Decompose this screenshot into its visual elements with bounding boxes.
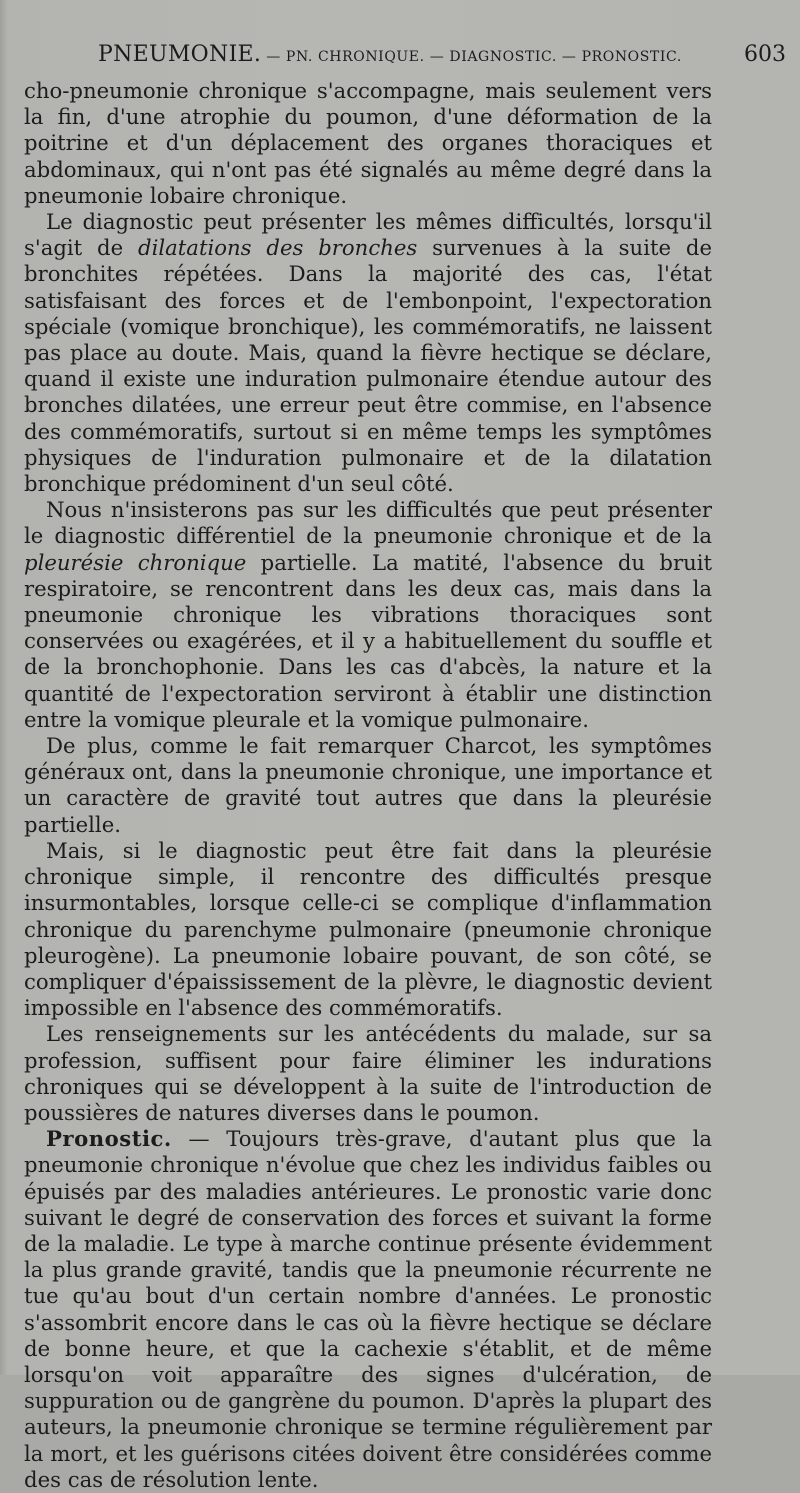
header-subtitle-pronostic: PRONOSTIC. — [581, 49, 682, 65]
paragraph-3-text-a: Nous n'insisterons pas sur les difficultés que peut présenter le diagnostic différentiel de la pneumonie chronique et de la — [24, 497, 712, 549]
paragraph-2-text-c: survenues à la suite de bronchites répétées. Dans la majorité des cas, l'état satisfaisant des forces et de l'embonpoint, l'expectoration spéciale (vomique bronchique), les commémoratifs, ne laissent pas place au doute. Mais, quand la fièvre hectique se déclare, quand il existe une induration pulmonaire étendue autour des bronches dilatées, une erreur peut être commise, en l'absence des commémoratifs, surtout si en même temps les symptômes physiques de l'induration pulmonaire et de la dilatation bronchique prédominent d'un seul côté. — [24, 235, 712, 497]
paragraph-5: Mais, si le diagnostic peut être fait dans la pleurésie chronique simple, il rencontre des difficultés presque insurmontables, lorsque celle-ci se complique d'inflammation chronique du parenchyme pulmonaire (pneumonie chronique pleurogène). La pneumonie lobaire pouvant, de son côté, se compliquer d'épaississement de la plèvre, le diagnostic devient impossible en l'absence des commémoratifs. — [24, 837, 712, 1021]
paragraph-4: De plus, comme le fait remarquer Charcot, les symptômes généraux ont, dans la pneumonie chronique, une importance et un caractère de gravité tout autres que dans la pleurésie partielle. — [24, 733, 712, 837]
section-heading-pronostic: Pronostic. — [46, 1126, 172, 1152]
paragraph-3 — [24, 497, 712, 733]
header-subtitle-diagnostic: DIAGNOSTIC. — [449, 49, 557, 65]
page-number: 603 — [744, 42, 786, 67]
paragraph-7-text: — Toujours très-grave, d'autant plus que la pneumonie chronique n'évolue que chez les individus faibles ou épuisés par des maladies antérieures. Le pronostic varie donc suivant le degré de conservation des forces et suivant la forme de la maladie. Le type à marche continue présente évidemment la plus grande gravité, tandis que la pneumonie récurrente ne tue qu'au bout d'un certain nombre d'années. Le pronostic s'assombrit encore dans le cas où la fièvre hectique se déclare de bonne heure, et que la cachexie s'établit, et de même lorsqu'on voit apparaître des signes d'ulcération, de suppuration ou de gangrène du poumon. D'après la plupart des auteurs, la pneumonie chronique se termine régulièrement par la mort, et les guérisons citées doivent être considérées comme des cas de résolution lente. — [24, 1126, 712, 1492]
paragraph-2 — [24, 209, 712, 497]
header-sep-2: — — [424, 49, 450, 65]
paragraph-2-emphasis: dilatations des bronches — [138, 235, 418, 261]
paragraph-1: cho-pneumonie chronique s'accompagne, mais seulement vers la fin, d'une atrophie du poumon, d'une déformation de la poitrine et d'un déplacement des organes thoraciques et abdominaux, qui n'ont pas été signalés au même degré dans la pneumonie lobaire chronique. — [24, 78, 712, 208]
header-sep-1: — — [261, 49, 286, 65]
header-subtitle-chronique: PN. CHRONIQUE. — [285, 49, 425, 65]
paragraph-7 — [24, 1126, 712, 1493]
paragraph-3-text-c: partielle. La matité, l'absence du bruit respiratoire, se rencontrent dans les deux cas, mais dans la pneumonie chronique les vibrations thoraciques sont conservées ou exagérées, et il y a habituellement du souffle et de la bronchophonie. Dans les cas d'abcès, la nature et la quantité de l'expectoration serviront à établir une distinction entre la vomique pleurale et la vomique pulmonaire. — [24, 549, 713, 732]
paragraph-3-emphasis: pleurésie chronique — [24, 549, 247, 575]
page-body — [24, 78, 712, 1493]
header-sep-3: — — [556, 49, 582, 65]
running-header — [98, 42, 786, 67]
paragraph-6: Les renseignements sur les antécédents du malade, sur sa profession, suffisent pour faire éliminer les indurations chroniques qui se développent à la suite de l'introduction de poussières de natures diverses dans le poumon. — [24, 1021, 712, 1125]
header-title: PNEUMONIE. — [98, 42, 262, 67]
paragraph-2-text-a: Le diagnostic peut présenter les mêmes difficultés, lorsqu'il s'agit de — [24, 209, 712, 261]
running-title — [98, 42, 682, 67]
